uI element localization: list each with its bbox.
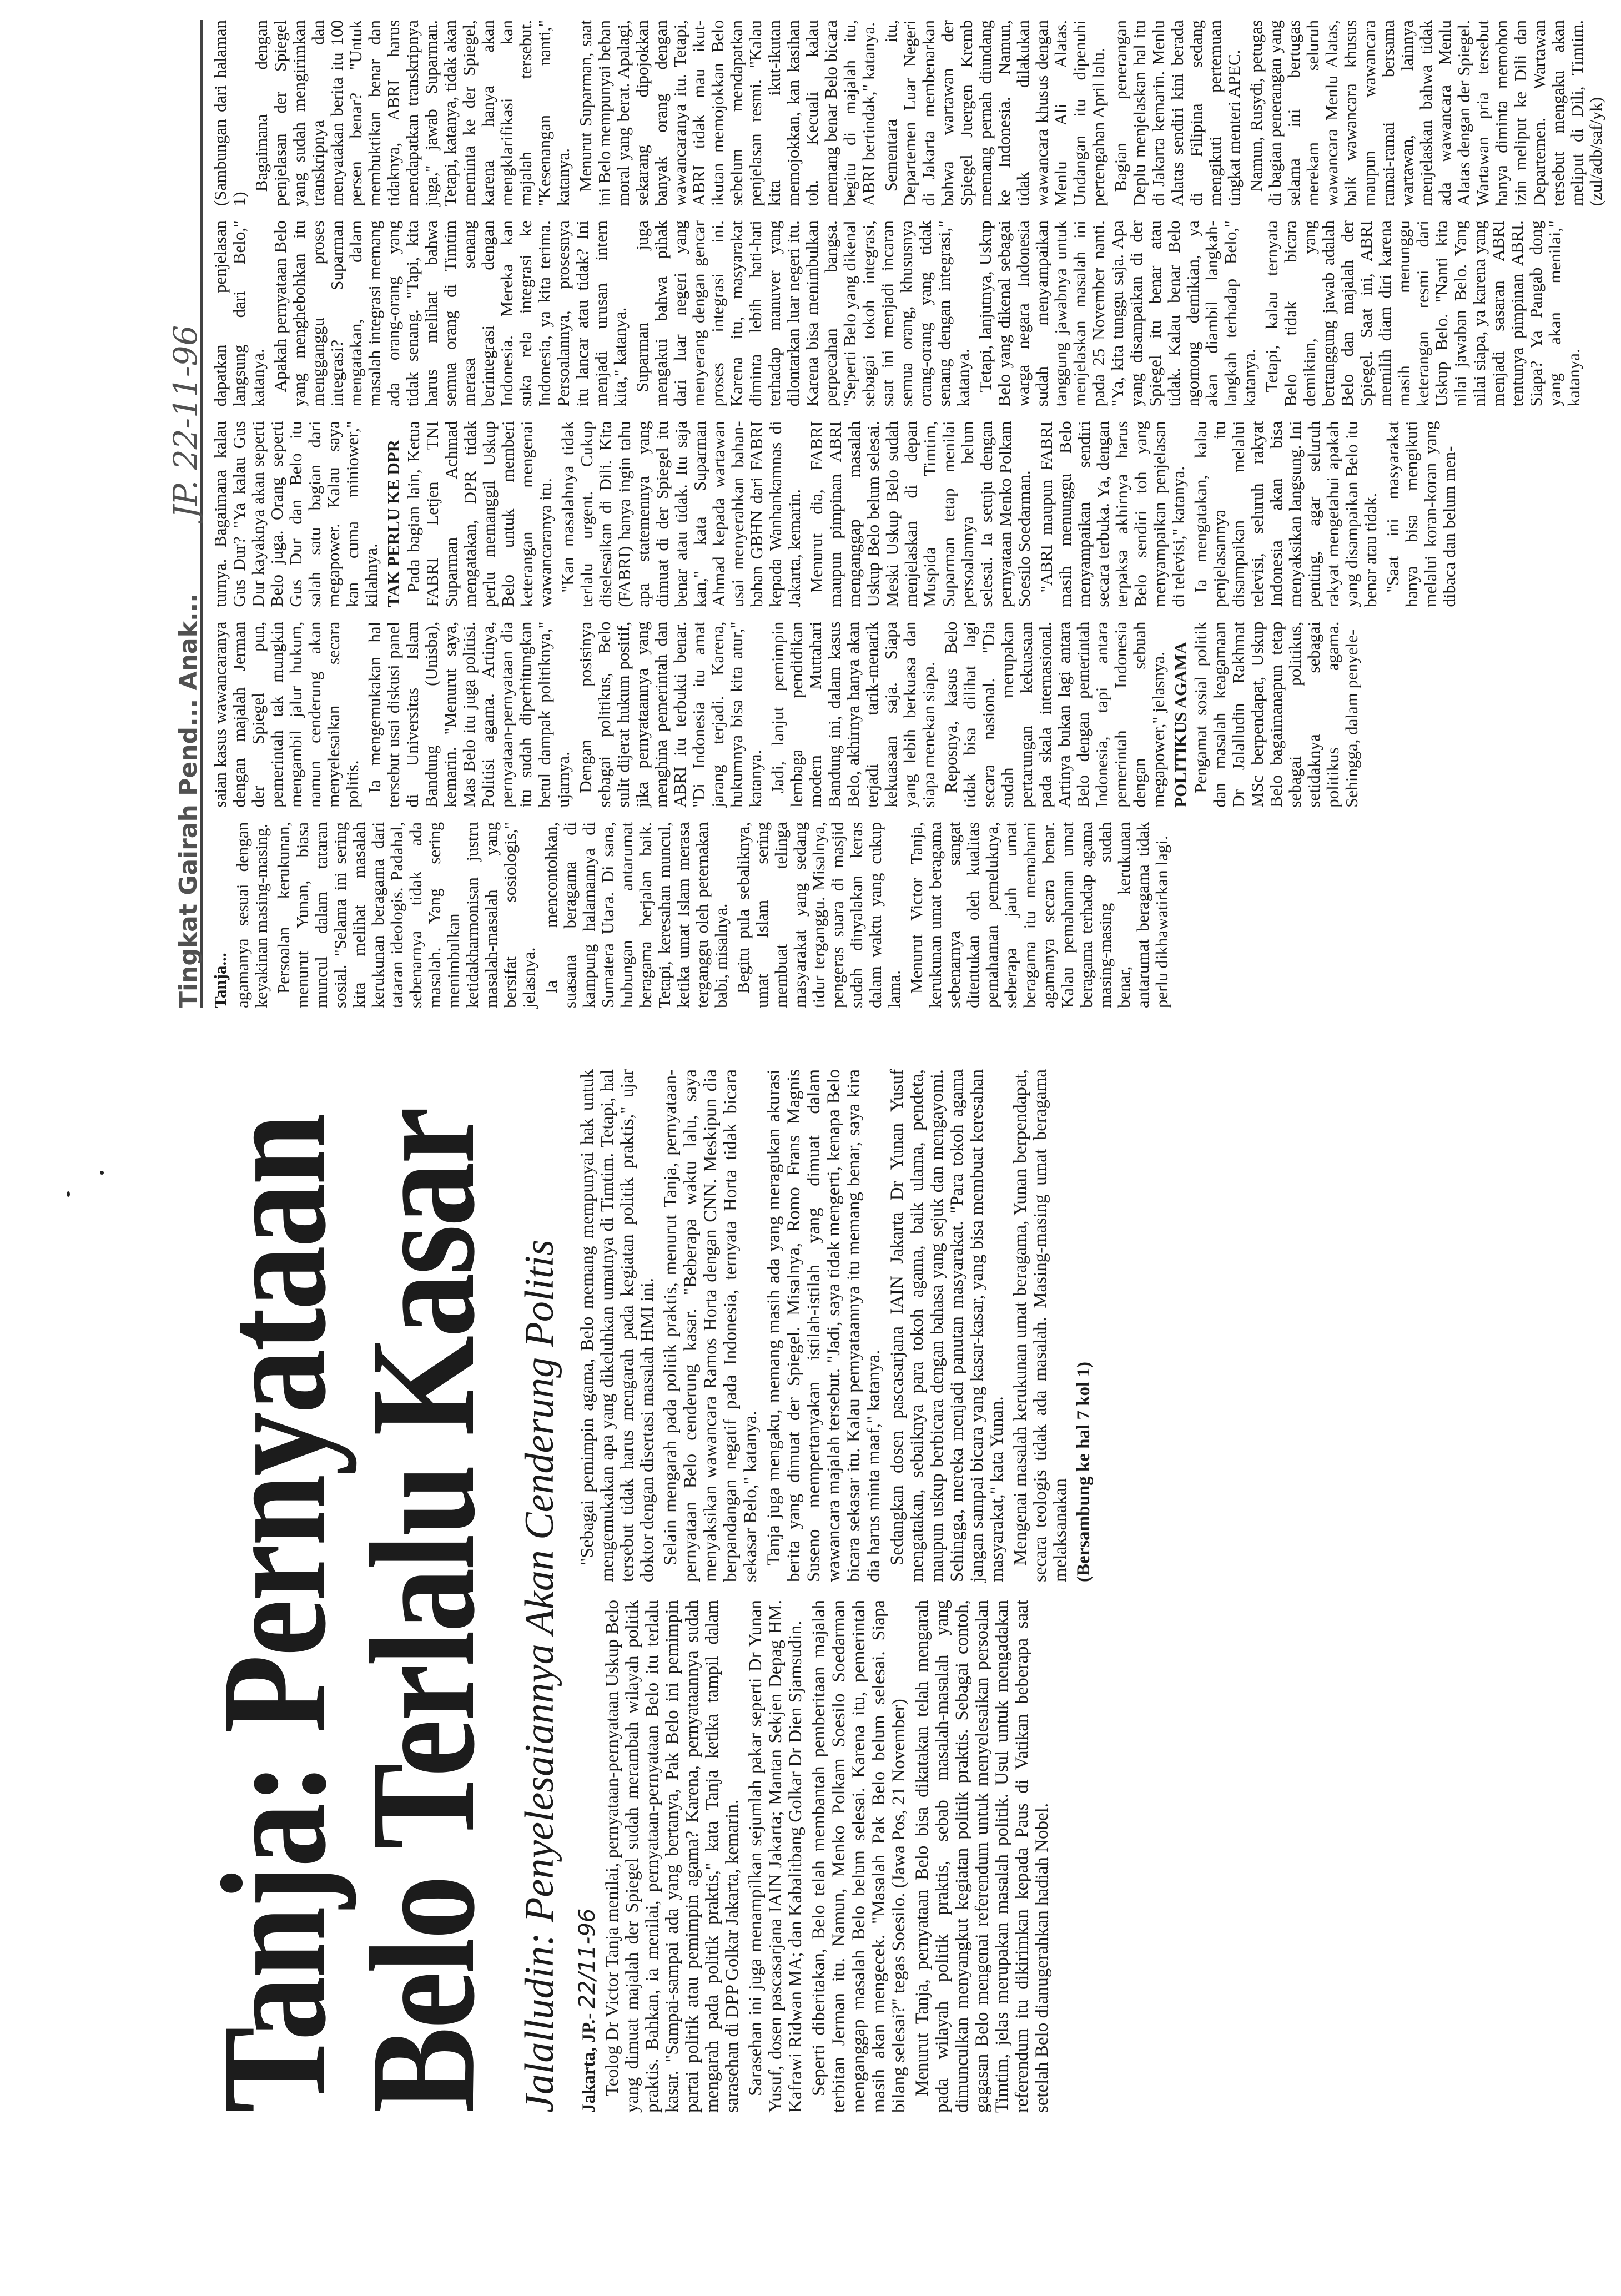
continued-article-body xyxy=(210,19,1605,1008)
paragraph: "Kan masalahnya tidak terlalu urgent. Cukup diselesaikan di Dili. Kita (FABRI) hanya ingin tahu apa statemennya yang dimuat di der Spiegel itu benar atau tidak. Itu saja kan," kata Suparman Ahmad kepada wartawan usai menyerahkan bahan-bahan GBHN dari FABRI kepada Wanhankamnas di Jakarta, kemarin. xyxy=(558,421,804,607)
paragraph: Sementara itu, Departemen Luar Negeri di Jakarta membenarkan bahwa wartawan der Spiegel Juergen Kremb memang pernah diundang ke Indonesia. Namun, tidak dilakukan wawancara khusus dengan Menlu Ali Alatas. Undangan itu dipenuhi pertengahan April lalu. xyxy=(881,19,1108,207)
paragraph: Ia mengemukakan hal tersebut usai diskusi panel di Universitas Islam Bandung (Unisba), kemarin. "Menurut saya, Mas Belo itu juga politisi. Politisi agama. Artinya, pernyataan-pernyataan dia itu sudah diperhitungkan betul dampak politiknya," ujarnya. xyxy=(365,621,573,808)
paragraph: Tetapi, lanjutnya, Uskup Belo yang dikenal sebagai warga negara Indonesia sudah menyampaikan tanggung jawabnya untuk menjelaskan masalah ini pada 25 November nanti. "Ya, kita tunggu saja. Apa yang disampaikan di der Spiegel itu benar atau tidak. Kalau benar Belo ngomong demikian, ya akan diambil langkah-langkah terhadap Belo," katanya. xyxy=(975,220,1259,407)
paragraph: "Sebagai pemimpin agama, Belo memang mempunyai hak untuk mengemukakan apa yang dikeluhkan umatnya di Timtim. Tetapi, hal tersebut tidak harus mengarah pada kegiatan politik praktis," ujar doktor dengan disertasi masalah HMI ini. xyxy=(577,1069,657,1582)
headline-line-2: Belo Terlalu Kasar xyxy=(340,1109,506,2113)
paragraph: Pada bagian lain, Ketua FABRI Letjen TNI Suparman Achmad mengatakan, DPR tidak perlu memanggil Uskup Belo untuk memberi keterangan mengenai wawancaranya itu. xyxy=(404,421,555,607)
headline xyxy=(191,1109,506,2113)
paragraph: Menurut Victor Tanja, kerukunan umat beragama sebenarnya sangat ditentukan oleh kualitas pemahaman pemeluknya, seberapa jauh umat beragama itu memahami agamanya secara benar. Kalau pemahaman umat beragama terhadap agama masing-masing sudah benar, kerukunan antarumat beragama tidak perlu dikhawatirkan lagi. xyxy=(907,822,1171,1008)
paragraph: Dengan posisinya sebagai politikus, Belo sulit dijerat hukum positif, jika pernyataannya yang menghina pemerintah dan ABRI itu terbukti benar. "Di Indonesia itu amat jarang terjadi. Karena, hukumnya bisa kita atur," katanya. xyxy=(576,621,765,808)
dateline-paragraph xyxy=(577,1600,599,2113)
paragraph: Menurut Tanja, pernyataan Belo bisa dikatakan telah mengarah pada wilayah politik praktis, sebab masalah-masalah yang dimunculkan menyangkut kegiatan politik praktis. Sebagai contoh, gagasan Belo mengenai referendum untuk menyelesaikan persoalan Timtim, jelas merupakan masalah politik. Usul untuk mengadakan referendum itu dikirimkan kepada Paus di Vatikan beberapa saat setelah Belo dianugerahkan hadiah Nobel. xyxy=(912,1600,1052,2113)
paragraph: Suparman juga mengakui bahwa pihak dari luar negeri yang menyerang dengan gencar proses integrasi ini. Karena itu, masyarakat diminta lebih hati-hati terhadap manuver yang dilontarkan luar negeri itu. Karena bisa menimbulkan perpecahan bangsa. "Seperti Belo yang dikenal sebagai tokoh integrasi, saat ini menjadi incaran semua orang, khususnya orang-orang yang tidak senang dengan integrasi," katanya. xyxy=(632,220,973,407)
paragraph: Seperti diberitakan, Belo telah membantah pemberitaan majalah terbitan Jerman itu. Namun, Menko Polkam Soesilo Soedarman menganggap masalah Belo belum selesai. Karena itu, pemerintah masih akan mengecek. "Masalah Pak Belo belum selesai. Siapa bilang selesai?" tegas Soesilo. (Jawa Pos, 21 November) xyxy=(809,1600,909,2113)
paragraph: Mengenai masalah kerukunan umat beragama, Yunan berpendapat, secara teologis tidak ada masalah. Masing-masing umat beragama melaksanakan xyxy=(1010,1069,1070,1582)
dateline: Jakarta, JP.- xyxy=(579,2013,599,2113)
paragraph: Tanja juga mengaku, memang masih ada yang meragukan akurasi berita yang dimuat der Spiegel. Misalnya, Romo Frans Magnis Suseno mempertanyakan istilah-istilah yang dimuat dalam wawancara majalah tersebut. "Jadi, saya tidak mengerti, kenapa Belo bicara sekasar itu. Kalau pernyataannya itu memang benar, saya kira dia harus minta maaf," katanya. xyxy=(764,1069,884,1582)
running-head xyxy=(167,20,203,1008)
main-article-body xyxy=(577,1069,1355,2113)
paragraph: Bagaimana dengan penjelasan der Spiegel yang sudah mengirimkan transkripnya dan menyatakan berita itu 100 persen benar? "Untuk membuktikan benar dan tidaknya, ABRI harus mendapatkan transkripnya juga," jawab Suparman. Tetapi, katanya, tidak akan meminta ke der Spiegel, karena hanya akan mengklarifikasi kan majalah tersebut. "Kesenangan nanti," katanya. xyxy=(251,19,573,207)
paragraph: Persoalan kerukunan, menurut Yunan, biasa muncul dalam tataran sosial. "Selama ini sering kita melihat masalah kerukunan beragama dari tataran ideologis. Padahal, sebenarnya tidak ada masalah. Yang sering menimbulkan ketidakharmonisan justru masalah-masalah yang bersifat sosiologis," jelasnya. xyxy=(274,822,538,1008)
paragraph: Sarasehan ini juga menampilkan sejumlah pakar seperti Dr Yunan Yusuf, dosen pascasarjana IAIN Jakarta; Mantan Sekjen Depag HM. Kafrawi Ridwan MA; dan Kabalitbang Golkar Dr Dien Sjamsudin. xyxy=(746,1600,806,2113)
section-heading: POLITIKUS AGAMA xyxy=(1171,641,1190,808)
paragraph: Namun, Rusydi, petugas di bagian penerangan yang selama ini bertugas merekam seluruh wawancara Menlu Alatas, baik wawancara khusus maupun wawancara ramai-ramai bersama wartawan, lainnya menjelaskan bahwa tidak ada wawancara Menlu Alatas dengan der Spiegel. Wartawan pria tersebut hanya diminta memohon izin meliput ke Dili dan Departemen. Wartawan tersebut mengaku akan meliput di Dili, Timtim. (zul/adb/saf/yk) xyxy=(1246,19,1605,207)
running-head-text: Tingkat Gairah Pend... Anak... xyxy=(174,593,203,1008)
scan-speck xyxy=(67,1191,70,1197)
continued-lead-word: Tanja... xyxy=(210,953,230,1008)
continued-column-3 xyxy=(211,421,1565,607)
continued-column-5 xyxy=(210,19,1605,207)
paragraph: "Saat ini masyarakat hanya bisa mengikuti melalui koran-koran yang dibaca dan belum men- xyxy=(1383,421,1459,607)
paragraph: Bagian penerangan Deplu menjelaskan hal itu di Jakarta kemarin. Menlu Alatas sendiri kini berada di Filipina sedang mengikuti pertemuan tingkat menteri APEC. xyxy=(1111,19,1244,207)
paragraph: turnya. Bagaimana kalau Gus Dur? "Ya kalau Gus Dur kayaknya akan seperti Belo juga. Orang seperti Gus Dur dan Belo itu salah satu bagian dari megapower. Kalau saya kan cuma miniower," kilahnya. xyxy=(210,421,381,607)
main-article xyxy=(191,1069,1621,2113)
paragraph: Menurut dia, FABRI maupun pimpinan ABRI menganggap masalah Uskup Belo belum selesai. Meski Uskup Belo sudah menjelaskan di depan Muspida Timtim, Suparman tetap menilai persoalannya belum selesai. Ia setuju dengan pernyataan Menko Polkam Soesilo Soedarman. xyxy=(807,421,1034,607)
paragraph: Jadi, lanjut pemimpin lembaga pendidikan modern Muttahari Bandung ini, dalam kasus Belo, akhirnya hanya akan terjadi tarik-menarik kekuasaan saja. Siapa yang lebih berkuasa dan siapa menekan siapa. xyxy=(768,621,938,808)
main-article-column-1 xyxy=(577,1600,1355,2113)
paragraph: Ia mencontohkan, suasana beragama di kampung halamannya di Sumatera Utara. Di sana, hubungan antarumat beragama berjalan baik. Tetapi, keresahan muncul, ketika umat Islam merasa terganggu oleh peternakan babi, misalnya. xyxy=(541,822,731,1008)
paragraph: saian kasus wawancaranya dengan majalah Jerman der Spiegel pun, pemerintah tak mungkin mengambil jalur hukum, namun cenderung akan menyelesaikan secara politis. xyxy=(210,621,362,808)
scan-speck xyxy=(100,1171,104,1175)
handwritten-date: 22/11-96 xyxy=(575,1908,600,2009)
continued-column-2 xyxy=(211,622,1565,808)
continued-column-1 xyxy=(211,822,1565,1008)
paragraph: dapatkan penjelasan langsung dari Belo," katanya. xyxy=(210,220,268,407)
handwritten-date: JP. 22-11-96 xyxy=(167,325,204,518)
paragraph: agamanya sesuai dengan keyakinan masing-masing. xyxy=(233,822,271,1008)
continued-from-note: (Sambungan dari halaman 1) xyxy=(210,19,249,207)
paragraph: Apakah pernyataan Belo yang menghebohkan itu mengganggu proses integrasi? Suparman mengatakan, dalam masalah integrasi memang ada orang-orang yang tidak senang. "Tapi, kita harus melihat bahwa semua orang di Timtim merasa senang berintegrasi dengan Indonesia. Mereka kan suka rela integrasi ke Indonesia, ya kita terima. Persoalannya, prosesnya itu lancar atau tidak? Ini menjadi urusan intern kita," katanya. xyxy=(270,220,630,407)
paragraph: "ABRI maupun FABRI masih menunggu Belo menyampaikan sendiri secara terbuka. Ya, dengan terpaksa akhirnya harus Belo sendiri toh yang menyampaikan penjelasan di televisi," katanya. xyxy=(1036,421,1188,607)
continued-column-4 xyxy=(210,220,1583,407)
paragraph: Teolog Dr Victor Tanja menilai, pernyataan-pernyataan Uskup Belo yang dimuat majalah der Spiegel sudah merambah wilayah politik praktis. Bahkan, ia menilai, pernyataan-pernyataan Belo itu terlalu kasar. "Sampai-sampai ada yang bertanya, Pak Belo ini pemimpin partai politik atau pemimpin agama? Karena, pernyataannya sudah mengarah pada politik praktis," kata Tanja ketika tampil dalam sarasehan di DPP Golkar Jakarta, kemarin. xyxy=(602,1600,742,2113)
continued-lead xyxy=(211,822,230,1008)
subheadline xyxy=(516,1069,563,2113)
paragraph: Menurut Suparman, saat ini Belo mempunyai beban moral yang berat. Apalagi, sekarang dipojokkan banyak orang dengan wawancaranya itu. Tetapi, ABRI tidak mau ikut-ikutan memojokkan Belo sebelum mendapatkan penjelasan resmi. "Kalau kita ikut-ikutan memojokkan, kan kasihan toh. Kecuali kalau memang benar Belo bicara begitu di majalah itu, ABRI bertindak," katanya. xyxy=(576,19,878,207)
main-article-column-2 xyxy=(577,1069,1355,1582)
headline-line-1: Tanja: Pernyataan xyxy=(191,1115,357,2113)
paragraph: Reposnya, kasus Belo tidak bisa dilihat lagi secara nasional. "Dia sudah merupakan pertarungan kekuasaan pada skala internasional. Artinya bukan lagi antara Belo dengan pemerintah Indonesia, tapi antara pemerintah Indonesia dengan sebuah megapower," jelasnya. xyxy=(941,621,1168,808)
continued-article xyxy=(167,19,1605,1008)
continuation-note: (Bersambung ke hal 7 kol 1) xyxy=(1074,1362,1094,1582)
paragraph: Tetapi, kalau ternyata Belo tidak bicara demikian, yang bertanggung jawab adalah Belo dan majalah der Spiegel. Saat ini, ABRI memilih diam diri karena masih menunggu keterangan resmi dari Uskup Belo. "Nanti kita nilai jawaban Belo. Yang nilai siapa, ya karena yang menjadi sasaran ABRI tentunya pimpinan ABRI. Siapa? Ya Pangab dong yang akan menilai," katanya. xyxy=(1262,220,1583,407)
paragraph: Pengamat sosial politik dan masalah keagamaan Dr Jalalludin Rakhmat MSc berpendapat, Uskup Belo bagaimanapun tetap sebagai politikus, setidaknya sebagai politikus agama. Sehingga, dalam penyele- xyxy=(1191,621,1361,808)
paragraph: Ia mengatakan, kalau penjelasannya itu disampaikan melalui televisi, seluruh rakyat Indonesia akan bisa menyaksikan langsung. Ini penting, agar seluruh rakyat mengetahui apakah yang disampaikan Belo itu benar atau tidak. xyxy=(1191,421,1380,607)
section-heading: TAK PERLU KE DPR xyxy=(384,439,403,607)
paragraph: Sedangkan dosen pascasarjana IAIN Jakarta Dr Yunan Yusuf mengatakan, sebaiknya para tokoh agama, baik ulama, pendeta, maupun uskup berbicara dengan bahasa yang sejuk dan mengayomi. Sehingga, mereka menjadi panutan masyarakat. "Para tokoh agama jangan sampai bicara yang kasar-kasar, yang bisa membuat keresahan masyarakat," kata Yunan. xyxy=(887,1069,1007,1582)
paragraph: Selain mengarah pada politik praktis, menurut Tanja, pernyataan-pernyataan Belo cenderung kasar. "Beberapa waktu lalu, saya menyaksikan wawancara Ramos Horta dengan CNN. Meskipun dia berpandangan negatif pada Indonesia, ternyata Horta tidak bicara sekasar Belo," katanya. xyxy=(661,1069,761,1582)
subheadline-text: Jalalludin: Penyelesaiannya Akan Cenderung Politis xyxy=(517,1240,562,2113)
paragraph: Begitu pula sebaliknya, umat Islam sering membuat telinga masyarakat yang sedang tidur terganggu. Misalnya, pengeras suara di masjid sudah dinyalakan keras dalam waktu yang cukup lama. xyxy=(733,822,904,1008)
